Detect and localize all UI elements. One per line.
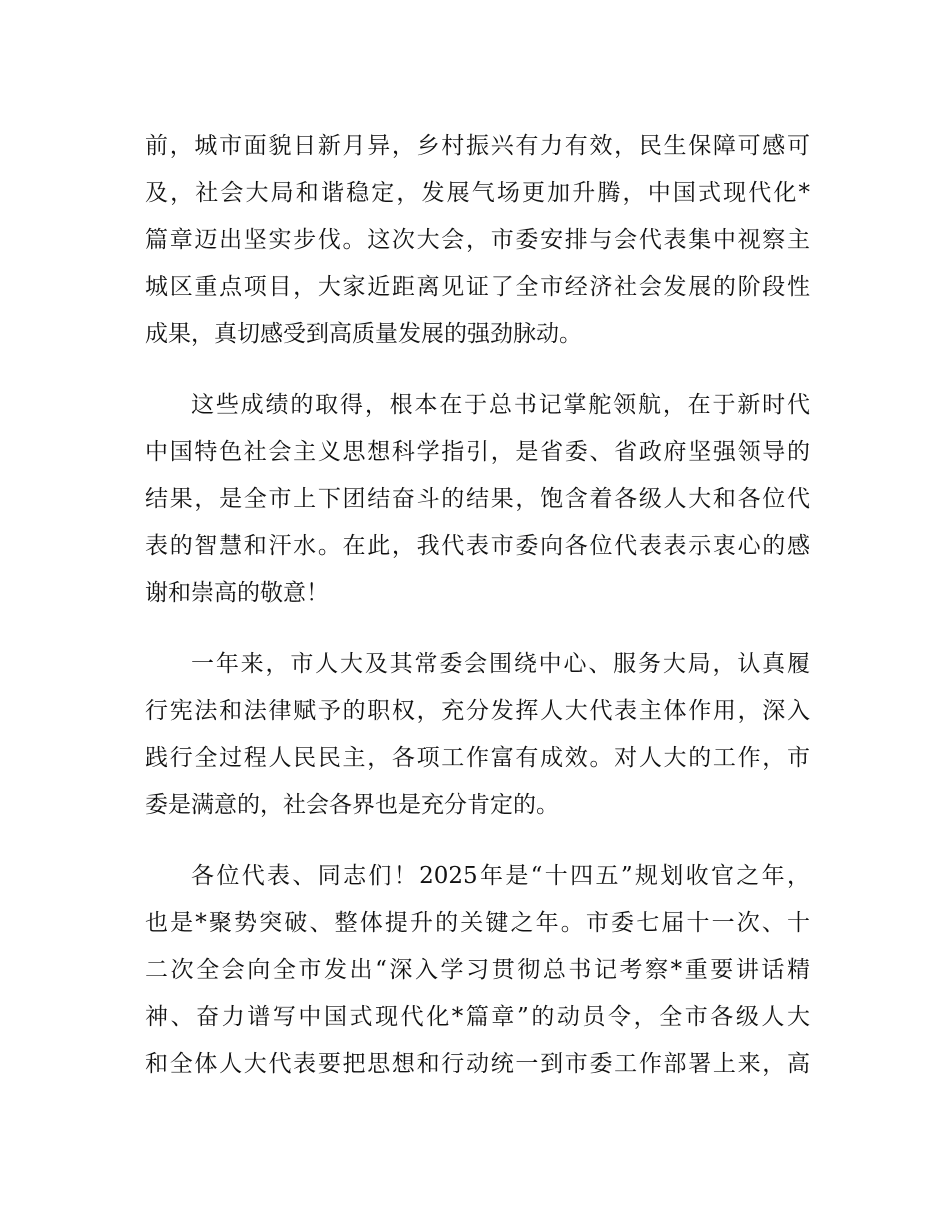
text-line: 一年来，市人大及其常委会围绕中心、服务大局，认真履 [191, 651, 810, 677]
text-line: 这些成绩的取得，根本在于总书记掌舵领航，在于新时代 [191, 392, 810, 418]
text-line: 城区重点项目，大家近距离见证了全市经济社会发展的阶段性 [145, 274, 810, 300]
text-line: 和全体人大代表要把思想和行动统一到市委工作部署上来，高 [145, 1051, 810, 1077]
document-body [145, 123, 810, 1088]
text-line: 各位代表、同志们！2025年是“十四五”规划收官之年， [191, 863, 810, 889]
paragraph-1 [145, 123, 810, 358]
paragraph-spacer [145, 829, 810, 853]
text-line: 践行全过程人民民主，各项工作富有成效。对人大的工作，市 [145, 745, 810, 771]
text-line: 成果，真切感受到高质量发展的强劲脉动。 [145, 321, 582, 347]
text-line: 委是满意的，社会各界也是充分肯定的。 [145, 792, 559, 818]
text-line: 中国特色社会主义思想科学指引，是省委、省政府坚强领导的 [145, 439, 810, 465]
text-line: 神、奋力谱写中国式现代化*篇章”的动员令，全市各级人大 [145, 1004, 810, 1030]
text-line: 行宪法和法律赋予的职权，充分发挥人大代表主体作用，深入 [145, 698, 810, 724]
text-line: 表的智慧和汗水。在此，我代表市委向各位代表表示衷心的感 [145, 533, 810, 559]
paragraph-3 [145, 641, 810, 829]
text-line: 二次全会向全市发出“深入学习贯彻总书记考察*重要讲话精 [145, 957, 810, 983]
paragraph-spacer [145, 617, 810, 641]
text-line: 也是*聚势突破、整体提升的关键之年。市委七届十一次、十 [145, 910, 810, 936]
paragraph-4 [145, 853, 810, 1088]
text-line: 结果，是全市上下团结奋斗的结果，饱含着各级人大和各位代 [145, 486, 810, 512]
paragraph-spacer [145, 358, 810, 382]
paragraph-2 [145, 382, 810, 617]
text-line: 谢和崇高的敬意！ [145, 580, 329, 606]
text-line: 篇章迈出坚实步伐。这次大会，市委安排与会代表集中视察主 [145, 227, 810, 253]
text-line: 前，城市面貌日新月异，乡村振兴有力有效，民生保障可感可 [145, 133, 810, 159]
text-line: 及，社会大局和谐稳定，发展气场更加升腾，中国式现代化* [145, 180, 810, 206]
